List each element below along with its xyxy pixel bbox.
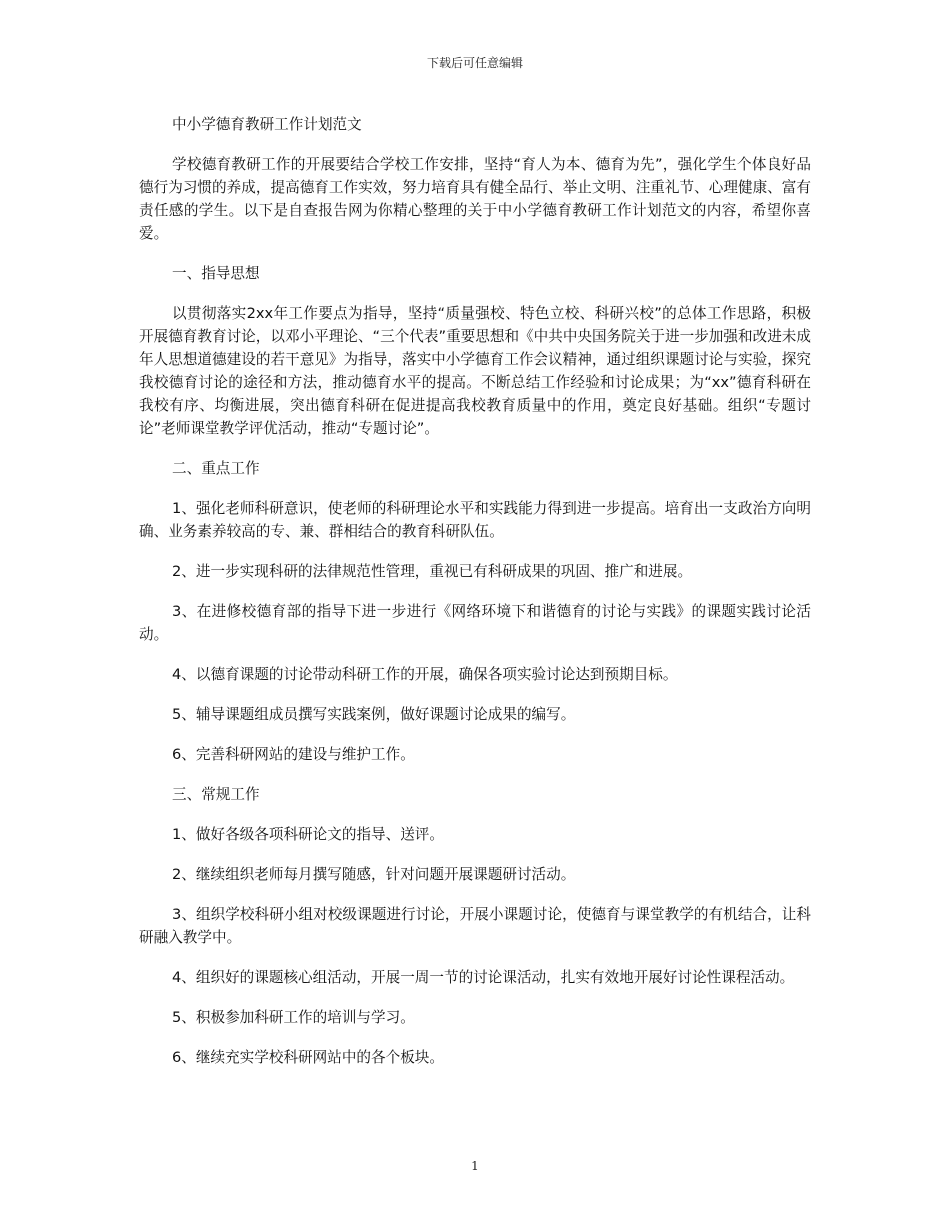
routine-work-item: 1、做好各级各项科研论文的指导、送评。: [172, 826, 444, 843]
key-work-item: 2、进一步实现科研的法律规范性管理，重视已有科研成果的巩固、推广和进展。: [172, 563, 693, 580]
document-body: [139, 113, 811, 1086]
routine-work-item: 5、积极参加科研工作的培训与学习。: [172, 1009, 415, 1026]
key-work-item: 6、完善科研网站的建设与维护工作。: [172, 746, 415, 763]
key-work-item: 4、以德育课题的讨论带动科研工作的开展，确保各项实验讨论达到预期目标。: [172, 666, 678, 683]
section-heading-guiding-ideology: 一、指导思想: [172, 265, 260, 282]
page-header: 下载后可任意编辑: [426, 56, 523, 70]
page-number: 1: [471, 1159, 479, 1173]
routine-work-item: 4、组织好的课题核心组活动，开展一周一节的讨论课活动，扎实有效地开展好讨论性课程活动。: [172, 969, 795, 986]
guiding-ideology-paragraph: 以贯彻落实2xx年工作要点为指导，坚持“质量强校、特色立校、科研兴校”的总体工作思路，积极开展德育教育讨论，以邓小平理论、“三个代表”重要思想和《中共中央国务院关于进一步加强和改进未成年人思想道德建设的若干意见》为指导，落实中小学德育工作会议精神，通过组织课题讨论与实验，探究我校德育讨论的途径和方法，推动德育水平的提高。不断总结工作经验和讨论成果；为“xx”德育科研在我校有序、均衡进展，突出德育科研在促进提高我校教育质量中的作用，奠定良好基础。组织“专题讨论”老师课堂教学评优活动，推动“专题讨论”。: [139, 305, 811, 437]
key-work-item: 3、在进修校德育部的指导下进一步进行《网络环境下和谐德育的讨论与实践》的课题实践讨论活动。: [139, 603, 811, 643]
routine-work-item: 3、组织学校科研小组对校级课题进行讨论，开展小课题讨论，使德育与课堂教学的有机结合，让科研融入教学中。: [139, 906, 811, 946]
key-work-item: 1、强化老师科研意识，使老师的科研理论水平和实践能力得到进一步提高。培育出一支政治方向明确、业务素养较高的专、兼、群相结合的教育科研队伍。: [139, 500, 811, 540]
intro-paragraph: 学校德育教研工作的开展要结合学校工作安排，坚持“育人为本、德育为先”，强化学生个体良好品德行为习惯的养成，提高德育工作实效，努力培育具有健全品行、举止文明、注重礼节、心理健康、富有责任感的学生。以下是自查报告网为你精心整理的关于中小学德育教研工作计划范文的内容，希望你喜爱。: [139, 156, 811, 242]
section-heading-routine-work: 三、常规工作: [172, 786, 260, 803]
key-work-item: 5、辅导课题组成员撰写实践案例，做好课题讨论成果的编写。: [172, 706, 576, 723]
routine-work-item: 6、继续充实学校科研网站中的各个板块。: [172, 1049, 444, 1066]
section-heading-key-work: 二、重点工作: [172, 460, 260, 477]
routine-work-item: 2、继续组织老师每月撰写随感，针对问题开展课题研讨活动。: [172, 866, 576, 883]
document-title: 中小学德育教研工作计划范文: [172, 116, 362, 133]
